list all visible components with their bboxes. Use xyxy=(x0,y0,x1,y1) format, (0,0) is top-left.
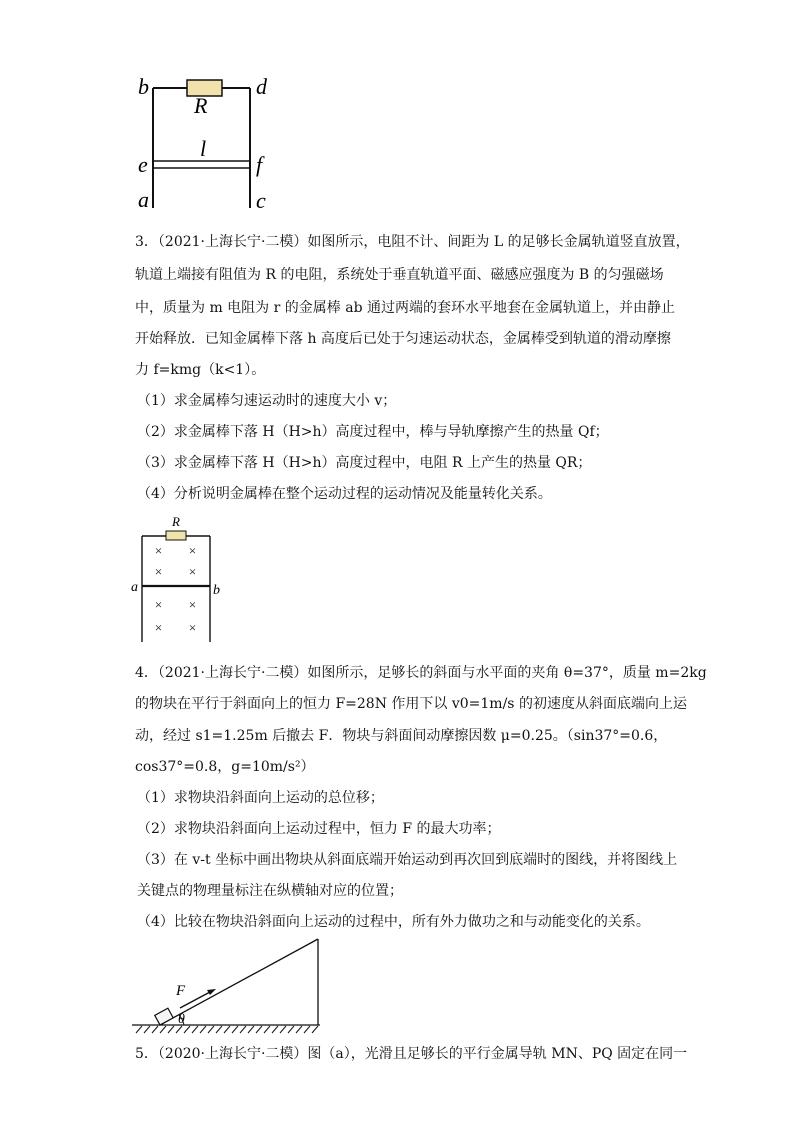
label-e: e xyxy=(138,152,148,177)
q3-line-4: 开始释放．已知金属棒下落 h 高度后已处于匀速运动状态，金属棒受到轨道的滑动摩擦 xyxy=(135,331,671,347)
q3-sub-1: （1）求金属棒匀速运动时的速度大小 v； xyxy=(137,393,397,409)
field-cross: × xyxy=(154,597,163,612)
label-c: c xyxy=(256,188,266,213)
q3-line-1: 3．（2021·上海长宁·二模）如图所示，电阻不计、间距为 L 的足够长金属轨道竖直放置， xyxy=(135,234,690,250)
q4-sub-4: 关键点的物理量标注在纵横轴对应的位置； xyxy=(137,883,403,899)
block xyxy=(155,1008,173,1025)
q4-sub-5: （4）比较在物块沿斜面向上运动的过程中，所有外力做功之和与动能变化的关系。 xyxy=(137,914,650,930)
label-d: d xyxy=(256,74,267,99)
q3-line-2: 轨道上端接有阻值为 R 的电阻，系统处于垂直轨道平面、磁感应强度为 B 的匀强磁场 xyxy=(135,267,664,283)
q3-sub-3: （3）求金属棒下落 H（H>h）高度过程中，电阻 R 上产生的热量 QR； xyxy=(137,455,592,471)
field-cross: × xyxy=(154,543,163,558)
label-R: R xyxy=(194,93,208,118)
field-cross: × xyxy=(188,564,197,579)
label-a: a xyxy=(138,187,149,212)
q4-line-3: 动，经过 s1=1.25m 后撤去 F．物块与斜面间动摩擦因数 μ=0.25。（sin37°=0.6， xyxy=(135,728,668,744)
q4-sub-3: （3）在 v-t 坐标中画出物块从斜面底端开始运动到再次回到底端时的图线，并将图线上 xyxy=(137,852,678,868)
q4-line-2: 的物块在平行于斜面向上的恒力 F=28N 作用下以 v0=1m/s 的初速度从斜面底端向上运 xyxy=(135,696,687,712)
field-cross: × xyxy=(154,564,163,579)
label-b-2: b xyxy=(213,583,220,598)
q4-sub-2: （2）求物块沿斜面向上运动过程中，恒力 F 的最大功率； xyxy=(137,821,501,837)
q4-sub-1: （1）求物块沿斜面向上运动的总位移； xyxy=(137,790,384,806)
label-theta: θ xyxy=(178,1012,185,1027)
field-cross: × xyxy=(188,543,197,558)
q3-line-5: 力 f=kmg（k<1）。 xyxy=(135,362,266,378)
label-f: f xyxy=(256,152,263,177)
q5-line-1: 5．（2020·上海长宁·二模）图（a），光滑且足够长的平行金属导轨 MN、PQ 固定在同一 xyxy=(135,1046,688,1062)
resistor-R-2 xyxy=(166,531,186,540)
label-b: b xyxy=(138,74,149,99)
label-F: F xyxy=(176,983,186,999)
label-a-2: a xyxy=(131,580,138,595)
force-arrow-head xyxy=(207,989,216,995)
figure-magnetic-field xyxy=(128,512,228,644)
q4-line-1: 4．（2021·上海长宁·二模）如图所示，足够长的斜面与水平面的夹角 θ=37°，质量 m=2kg xyxy=(135,665,707,681)
q4-line-4: cos37°=0.8，g=10m/s²） xyxy=(135,759,315,775)
figure-rail-circuit xyxy=(130,68,290,218)
label-l: l xyxy=(200,136,207,161)
field-cross: × xyxy=(188,620,197,635)
label-R-2: R xyxy=(172,514,180,529)
q3-line-3: 中，质量为 m 电阻为 r 的金属棒 ab 通过两端的套环水平地套在金属轨道上，并由静止 xyxy=(135,300,675,316)
field-cross: × xyxy=(188,597,197,612)
q3-sub-4: （4）分析说明金属棒在整个运动过程的运动情况及能量转化关系。 xyxy=(137,486,552,502)
field-cross: × xyxy=(154,620,163,635)
q3-sub-2: （2）求金属棒下落 H（H>h）高度过程中，棒与导轨摩擦产生的热量 Qf； xyxy=(137,424,609,440)
figure-incline xyxy=(128,935,328,1035)
